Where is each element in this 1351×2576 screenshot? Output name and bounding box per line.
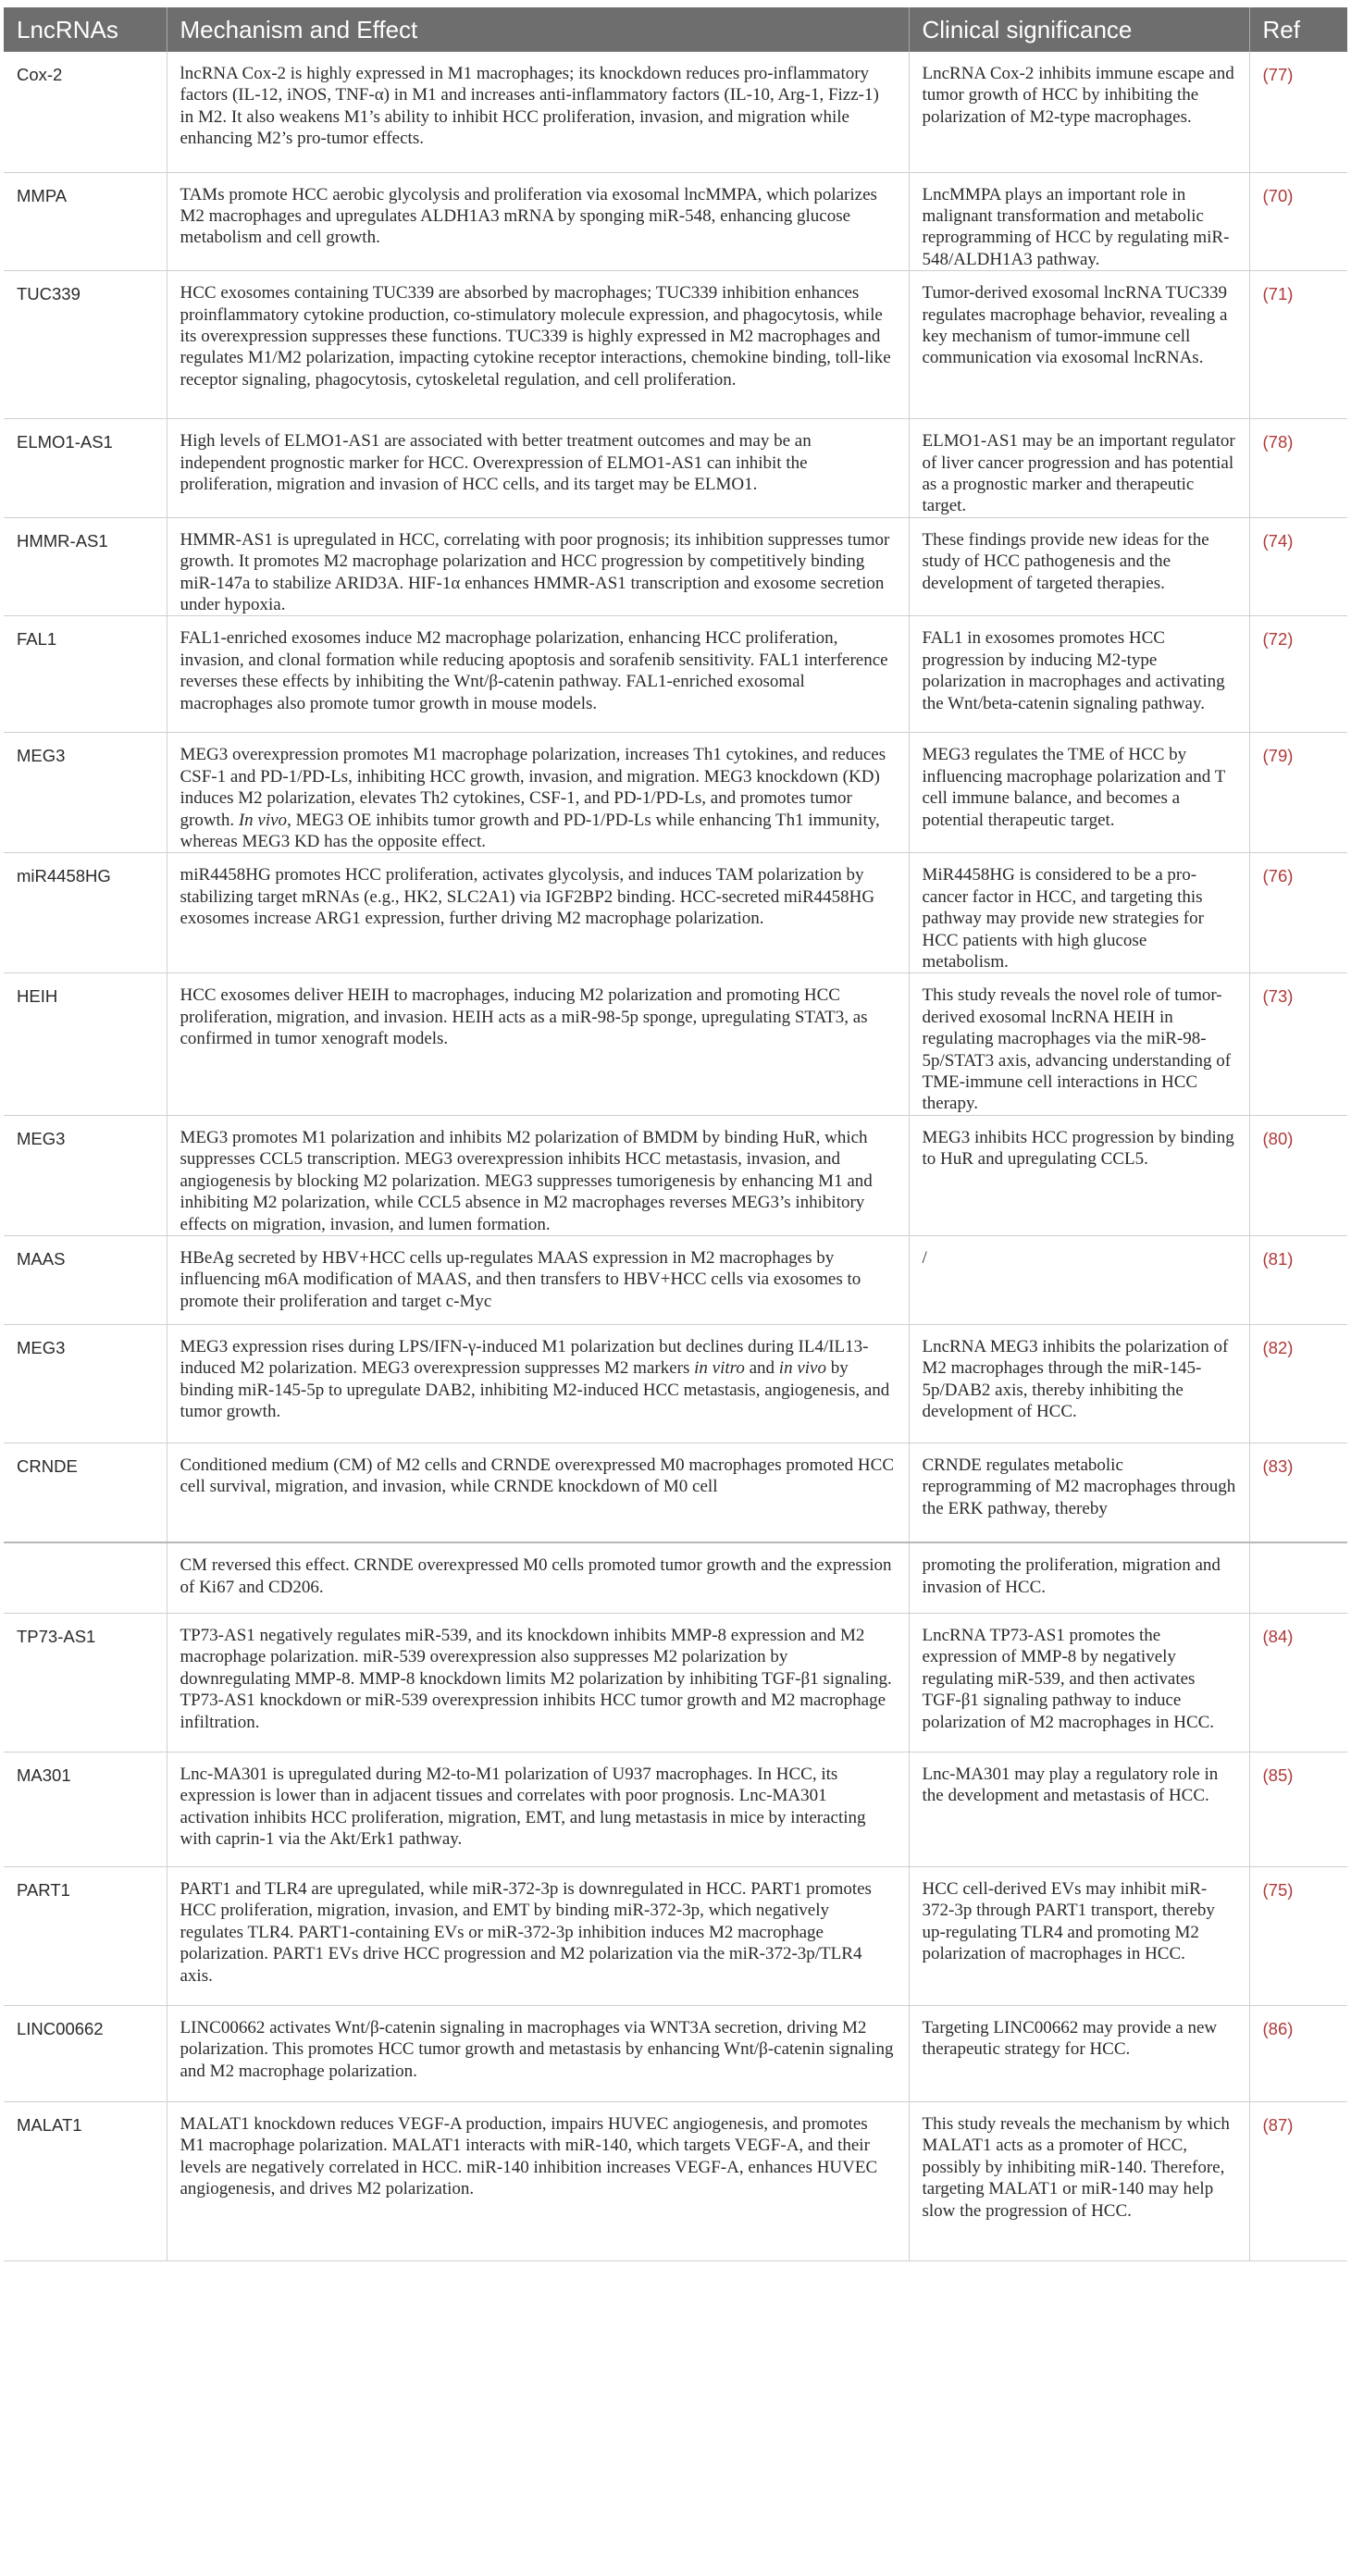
- header-mechanism: Mechanism and Effect: [167, 7, 909, 52]
- reference-link[interactable]: (85): [1249, 1752, 1347, 1866]
- table-row: [4, 2005, 1347, 2101]
- lncrna-name: TUC339: [4, 271, 167, 419]
- mechanism-italic: In vivo: [238, 810, 288, 830]
- reference-link[interactable]: (73): [1249, 973, 1347, 1115]
- reference-link[interactable]: (77): [1249, 52, 1347, 172]
- mechanism-cell: MALAT1 knockdown reduces VEGF-A production, impairs HUVEC angiogenesis, and promotes M1 macrophage polarization. MALAT1 interacts with miR-140, which targets VEGF-A, and their levels are negatively correlated in HCC. miR-140 inhibition increases VEGF-A, enhances HUVEC angiogenesis, and drives M2 polarization.: [167, 2101, 909, 2260]
- mechanism-cell: Conditioned medium (CM) of M2 cells and CRNDE overexpressed M0 macrophages promoted HCC cell survival, migration, and invasion, while CRNDE knockdown of M0 cell: [167, 1443, 909, 1542]
- lncrna-name: MAAS: [4, 1235, 167, 1324]
- clinical-cell: HCC cell-derived EVs may inhibit miR-372-3p through PART1 transport, thereby up-regulating TLR4 and promoting M2 polarization of macrophages in HCC.: [909, 1866, 1249, 2005]
- reference-link[interactable]: [1249, 1542, 1347, 1613]
- mechanism-cell: HCC exosomes deliver HEIH to macrophages, inducing M2 polarization and promoting HCC proliferation, migration, and invasion. HEIH acts as a miR-98-5p sponge, upregulating STAT3, as confirmed in tumor xenograft models.: [167, 973, 909, 1115]
- table-row: [4, 616, 1347, 733]
- table-row: [4, 419, 1347, 518]
- table-row: [4, 1866, 1347, 2005]
- lncrna-name: miR4458HG: [4, 853, 167, 973]
- reference-link[interactable]: (74): [1249, 517, 1347, 616]
- reference-link[interactable]: (80): [1249, 1115, 1347, 1235]
- reference-link[interactable]: (87): [1249, 2101, 1347, 2260]
- table-header: [4, 7, 1347, 52]
- table-row: [4, 1324, 1347, 1443]
- mechanism-italic: in vitro: [694, 1358, 745, 1379]
- mechanism-cell: Lnc-MA301 is upregulated during M2-to-M1 polarization of U937 macrophages. In HCC, its expression is lower than in adjacent tissues and correlates with poor prognosis. Lnc-MA301 activation inhibits HCC proliferation, migration, EMT, and lung metastasis in mice by interacting with caprin-1 via the Akt/Erk1 pathway.: [167, 1752, 909, 1866]
- mechanism-cell: HCC exosomes containing TUC339 are absorbed by macrophages; TUC339 inhibition enhances proinflammatory cytokine production, co-stimulatory molecule expression, and phagocytosis, while its overexpression suppresses these functions. TUC339 is highly expressed in M2 macrophages and regulates M1/M2 polarization, impacting cytokine receptor interactions, chemokine binding, toll-like receptor signaling, phagocytosis, cytoskeletal regulation, and cell proliferation.: [167, 271, 909, 419]
- mechanism-cell: lncRNA Cox-2 is highly expressed in M1 macrophages; its knockdown reduces pro-inflammatory factors (IL-12, iNOS, TNF-α) in M1 and increases anti-inflammatory factors (IL-10, Arg-1, Fizz-1) in M2. It also weakens M1’s ability to inhibit HCC proliferation, invasion, and migration while enhancing M2’s pro-tumor effects.: [167, 52, 909, 172]
- mechanism-cell: LINC00662 activates Wnt/β-catenin signaling in macrophages via WNT3A secretion, driving M2 polarization. This promotes HCC tumor growth and metastasis by enhancing Wnt/β-catenin signaling and M2 macrophage polarization.: [167, 2005, 909, 2101]
- clinical-cell: MEG3 regulates the TME of HCC by influencing macrophage polarization and T cell immune balance, and becomes a potential therapeutic target.: [909, 733, 1249, 853]
- mechanism-cell: HMMR-AS1 is upregulated in HCC, correlating with poor prognosis; its inhibition suppresses tumor growth. It promotes M2 macrophage polarization and HCC progression by competitively binding miR-147a to stabilize ARID3A. HIF-1α enhances HMMR-AS1 transcription and exosome secretion under hypoxia.: [167, 517, 909, 616]
- clinical-cell: promoting the proliferation, migration and invasion of HCC.: [909, 1542, 1249, 1613]
- lncrna-name: Cox-2: [4, 52, 167, 172]
- mechanism-cell: CM reversed this effect. CRNDE overexpressed M0 cells promoted tumor growth and the expression of Ki67 and CD206.: [167, 1542, 909, 1613]
- mechanism-cell: PART1 and TLR4 are upregulated, while miR-372-3p is downregulated in HCC. PART1 promotes HCC proliferation, migration, invasion, and EMT by binding miR-372-3p, which negatively regulates TLR4. PART1-containing EVs or miR-372-3p inhibition induces M2 macrophage polarization. PART1 EVs drive HCC progression and M2 polarization via the miR-372-3p/TLR4 axis.: [167, 1866, 909, 2005]
- lncrna-name: PART1: [4, 1866, 167, 2005]
- mechanism-cell: FAL1-enriched exosomes induce M2 macrophage polarization, enhancing HCC proliferation, invasion, and clonal formation while reducing apoptosis and sorafenib sensitivity. FAL1 interference reverses these effects by inhibiting the Wnt/β-catenin pathway. FAL1-enriched exosomal macrophages also promote tumor growth in mouse models.: [167, 616, 909, 733]
- mechanism-cell: [167, 733, 909, 853]
- reference-link[interactable]: (76): [1249, 853, 1347, 973]
- clinical-cell: CRNDE regulates metabolic reprogramming of M2 macrophages through the ERK pathway, thereby: [909, 1443, 1249, 1542]
- header-clinical: Clinical significance: [909, 7, 1249, 52]
- mechanism-tail: , MEG3 OE inhibits tumor growth and PD-1/PD-Ls while enhancing Th1 immunity, whereas MEG3 KD has the opposite effect.: [180, 810, 880, 851]
- table-row: [4, 1115, 1347, 1235]
- clinical-cell: LncRNA TP73-AS1 promotes the expression of MMP-8 by negatively regulating miR-539, and then activates TGF-β1 signaling pathway to induce polarization of M2 macrophages in HCC.: [909, 1613, 1249, 1752]
- reference-link[interactable]: (70): [1249, 172, 1347, 271]
- lncrna-name: MEG3: [4, 1115, 167, 1235]
- mechanism-tail: by binding miR-145-5p to upregulate DAB2, inhibiting M2-induced HCC metastasis, angiogenesis, and tumor growth.: [180, 1358, 890, 1422]
- table-row: [4, 517, 1347, 616]
- reference-link[interactable]: (79): [1249, 733, 1347, 853]
- mechanism-cell: TAMs promote HCC aerobic glycolysis and proliferation via exosomal lncMMPA, which polarizes M2 macrophages and upregulates ALDH1A3 mRNA by sponging miR-548, enhancing glucose metabolism and cell growth.: [167, 172, 909, 271]
- clinical-cell: This study reveals the mechanism by which MALAT1 acts as a promoter of HCC, possibly by inhibiting miR-140. Therefore, targeting MALAT1 or miR-140 may help slow the progression of HCC.: [909, 2101, 1249, 2260]
- lncrna-name: MEG3: [4, 733, 167, 853]
- mechanism-mid: and: [744, 1358, 779, 1379]
- clinical-cell: LncRNA MEG3 inhibits the polarization of M2 macrophages through the miR-145-5p/DAB2 axis, thereby inhibiting the development of HCC.: [909, 1324, 1249, 1443]
- mechanism-cell: HBeAg secreted by HBV+HCC cells up-regulates MAAS expression in M2 macrophages by influencing m6A modification of MAAS, and then transfers to HBV+HCC cells via exosomes to promote their proliferation and target c-Myc: [167, 1235, 909, 1324]
- table-body: [4, 52, 1347, 2260]
- reference-link[interactable]: (81): [1249, 1235, 1347, 1324]
- table-row: [4, 1752, 1347, 1866]
- clinical-cell: MiR4458HG is considered to be a pro-cancer factor in HCC, and targeting this pathway may provide new strategies for HCC patients with high glucose metabolism.: [909, 853, 1249, 973]
- lncrna-name: MALAT1: [4, 2101, 167, 2260]
- clinical-cell: This study reveals the novel role of tumor-derived exosomal lncRNA HEIH in regulating macrophages via the miR-98-5p/STAT3 axis, advancing understanding of TME-immune cell interactions in HCC therapy.: [909, 973, 1249, 1115]
- table-row: [4, 172, 1347, 271]
- reference-link[interactable]: (83): [1249, 1443, 1347, 1542]
- clinical-cell: LncMMPA plays an important role in malignant transformation and metabolic reprogramming of HCC by regulating miR-548/ALDH1A3 pathway.: [909, 172, 1249, 271]
- lncrna-name: MEG3: [4, 1324, 167, 1443]
- table-row: [4, 853, 1347, 973]
- mechanism-text: MEG3 overexpression promotes M1 macrophage polarization, increases Th1 cytokines, and reduces CSF-1 and PD-1/PD-Ls, inhibiting HCC growth, invasion, and migration. MEG3 knockdown (KD) induces M2 polarization, elevates Th2 cytokines, CSF-1, and PD-1/PD-Ls, and promotes tumor growth.: [180, 745, 886, 830]
- header-lncrnas: LncRNAs: [4, 7, 167, 52]
- mechanism-cell: High levels of ELMO1-AS1 are associated with better treatment outcomes and may be an independent prognostic marker for HCC. Overexpression of ELMO1-AS1 can inhibit the proliferation, migration and invasion of HCC cells, and its target may be ELMO1.: [167, 419, 909, 518]
- clinical-cell: Lnc-MA301 may play a regulatory role in the development and metastasis of HCC.: [909, 1752, 1249, 1866]
- lncrna-name: MA301: [4, 1752, 167, 1866]
- table-row: [4, 1542, 1347, 1613]
- table-row: [4, 1235, 1347, 1324]
- mechanism-text: MEG3 expression rises during LPS/IFN-γ-induced M1 polarization but declines during IL4/IL13-induced M2 polarization. MEG3 overexpression suppresses M2 markers: [180, 1336, 869, 1379]
- lncrna-table: [4, 7, 1347, 2261]
- mechanism-cell: MEG3 promotes M1 polarization and inhibits M2 polarization of BMDM by binding HuR, which suppresses CCL5 transcription. MEG3 overexpression inhibits HCC metastasis, invasion, and angiogenesis by blocking M2 polarization. MEG3 suppresses tumorigenesis by enhancing M1 and inhibiting M2 polarization, while CCL5 absence in M2 macrophages reverses MEG3’s inhibitory effects on migration, invasion, and lumen formation.: [167, 1115, 909, 1235]
- table-row: [4, 733, 1347, 853]
- clinical-cell: MEG3 inhibits HCC progression by binding to HuR and upregulating CCL5.: [909, 1115, 1249, 1235]
- table-row: [4, 52, 1347, 172]
- header-ref: Ref: [1249, 7, 1347, 52]
- table-row: [4, 1613, 1347, 1752]
- reference-link[interactable]: (82): [1249, 1324, 1347, 1443]
- mechanism-cell: miR4458HG promotes HCC proliferation, activates glycolysis, and induces TAM polarization by stabilizing target mRNAs (e.g., HK2, SLC2A1) via IGF2BP2 binding. HCC-secreted miR4458HG exosomes increase ARG1 expression, further driving M2 macrophage polarization.: [167, 853, 909, 973]
- header-row: [4, 7, 1347, 52]
- clinical-cell: Targeting LINC00662 may provide a new therapeutic strategy for HCC.: [909, 2005, 1249, 2101]
- lncrna-name: MMPA: [4, 172, 167, 271]
- lncrna-name: TP73-AS1: [4, 1613, 167, 1752]
- table-row: [4, 973, 1347, 1115]
- clinical-cell: ELMO1-AS1 may be an important regulator of liver cancer progression and has potential as a prognostic marker and therapeutic target.: [909, 419, 1249, 518]
- clinical-cell: /: [909, 1235, 1249, 1324]
- lncrna-name: FAL1: [4, 616, 167, 733]
- reference-link[interactable]: (84): [1249, 1613, 1347, 1752]
- reference-link[interactable]: (86): [1249, 2005, 1347, 2101]
- lncrna-name: ELMO1-AS1: [4, 419, 167, 518]
- lncrna-name: [4, 1542, 167, 1613]
- clinical-cell: These findings provide new ideas for the study of HCC pathogenesis and the development of targeted therapies.: [909, 517, 1249, 616]
- lncrna-name: HEIH: [4, 973, 167, 1115]
- clinical-cell: Tumor-derived exosomal lncRNA TUC339 regulates macrophage behavior, revealing a key mechanism of tumor-immune cell communication via exosomal lncRNAs.: [909, 271, 1249, 419]
- lncrna-name: HMMR-AS1: [4, 517, 167, 616]
- table-row: [4, 1443, 1347, 1542]
- reference-link[interactable]: (71): [1249, 271, 1347, 419]
- reference-link[interactable]: (78): [1249, 419, 1347, 518]
- lncrna-name: CRNDE: [4, 1443, 167, 1542]
- table-row: [4, 2101, 1347, 2260]
- mechanism-cell: TP73-AS1 negatively regulates miR-539, and its knockdown inhibits MMP-8 expression and M2 macrophage polarization. miR-539 overexpression also suppresses M2 polarization by downregulating MMP-8. MMP-8 knockdown limits M2 polarization by inhibiting TGF-β1 signaling. TP73-AS1 knockdown or miR-539 overexpression inhibits HCC tumor growth and M2 macrophage infiltration.: [167, 1613, 909, 1752]
- table-row: [4, 271, 1347, 419]
- reference-link[interactable]: (75): [1249, 1866, 1347, 2005]
- mechanism-italic-2: in vivo: [778, 1358, 826, 1379]
- lncrna-name: LINC00662: [4, 2005, 167, 2101]
- mechanism-cell: [167, 1324, 909, 1443]
- reference-link[interactable]: (72): [1249, 616, 1347, 733]
- clinical-cell: FAL1 in exosomes promotes HCC progression by inducing M2-type polarization in macrophages and activating the Wnt/beta-catenin signaling pathway.: [909, 616, 1249, 733]
- clinical-cell: LncRNA Cox-2 inhibits immune escape and tumor growth of HCC by inhibiting the polarization of M2-type macrophages.: [909, 52, 1249, 172]
